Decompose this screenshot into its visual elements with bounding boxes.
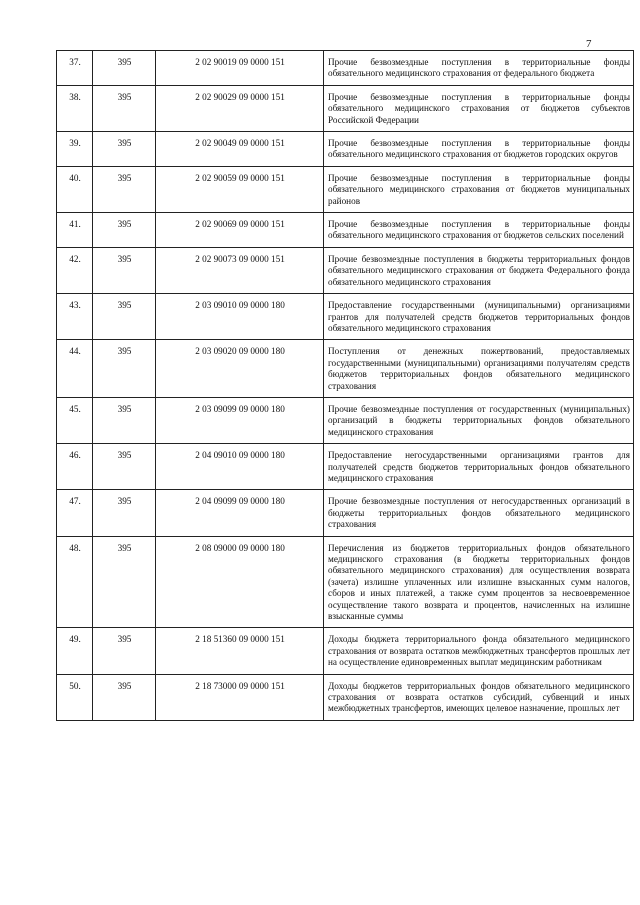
row-number: 46. (57, 444, 93, 490)
budget-classification-code: 2 08 09000 09 0000 180 (156, 536, 324, 628)
table-row (57, 294, 634, 340)
admin-code: 395 (93, 85, 156, 131)
income-description: Прочие безвозмездные поступления от негосударственных организаций в бюджеты территориальных фондов обязательного медицинского страхования (324, 490, 634, 536)
income-description: Предоставление государственными (муниципальными) организациями грантов для получателей средств бюджетов территориальных фондов обязательного медицинского страхования (324, 294, 634, 340)
table-row (57, 247, 634, 293)
budget-classification-code: 2 02 90059 09 0000 151 (156, 166, 324, 212)
budget-classification-code: 2 02 90049 09 0000 151 (156, 132, 324, 167)
admin-code: 395 (93, 628, 156, 674)
budget-classification-code: 2 18 51360 09 0000 151 (156, 628, 324, 674)
budget-classification-code: 2 03 09020 09 0000 180 (156, 340, 324, 398)
admin-code: 395 (93, 247, 156, 293)
admin-code: 395 (93, 294, 156, 340)
income-description: Прочие безвозмездные поступления в территориальные фонды обязательного медицинского страхования от бюджетов субъектов Российской Федерации (324, 85, 634, 131)
budget-classification-code: 2 02 90073 09 0000 151 (156, 247, 324, 293)
table-row (57, 166, 634, 212)
budget-classification-code: 2 02 90069 09 0000 151 (156, 213, 324, 248)
budget-classification-code: 2 02 90019 09 0000 151 (156, 51, 324, 86)
admin-code: 395 (93, 340, 156, 398)
budget-classification-code: 2 02 90029 09 0000 151 (156, 85, 324, 131)
admin-code: 395 (93, 536, 156, 628)
income-description: Доходы бюджетов территориальных фондов обязательного медицинского страхования от возврата остатков субсидий, субвенций и иных межбюджетных трансфертов, имеющих целевое назначение, прошлых лет (324, 674, 634, 720)
income-description: Поступления от денежных пожертвований, предоставляемых государственными (муниципальными) организациями получателям средств бюджетов территориальных фондов обязательного медицинского страхования (324, 340, 634, 398)
admin-code: 395 (93, 213, 156, 248)
row-number: 44. (57, 340, 93, 398)
admin-code: 395 (93, 674, 156, 720)
table-body (57, 51, 634, 721)
table-row (57, 213, 634, 248)
budget-classification-code: 2 04 09010 09 0000 180 (156, 444, 324, 490)
income-description: Перечисления из бюджетов территориальных фондов обязательного медицинского страхования (в бюджеты территориальных фондов обязательного медицинского страхования) для осуществления возврата (зачета) излишне уплаченных или излишне взысканных сумм налогов, сборов и иных платежей, а также сумм процентов за несвоевременное осуществление такого возврата и процентов, начисленных на излишне взысканные суммы (324, 536, 634, 628)
table-row (57, 397, 634, 443)
table-row (57, 340, 634, 398)
row-number: 37. (57, 51, 93, 86)
admin-code: 395 (93, 132, 156, 167)
row-number: 39. (57, 132, 93, 167)
row-number: 43. (57, 294, 93, 340)
row-number: 48. (57, 536, 93, 628)
row-number: 47. (57, 490, 93, 536)
income-description: Прочие безвозмездные поступления в территориальные фонды обязательного медицинского страхования от бюджетов муниципальных районов (324, 166, 634, 212)
income-description: Прочие безвозмездные поступления в территориальные фонды обязательного медицинского страхования от федерального бюджета (324, 51, 634, 86)
table-row (57, 628, 634, 674)
income-description: Прочие безвозмездные поступления в бюджеты территориальных фондов обязательного медицинского страхования от бюджета Федерального фонда обязательного медицинского страхования (324, 247, 634, 293)
admin-code: 395 (93, 166, 156, 212)
table-row (57, 132, 634, 167)
admin-code: 395 (93, 490, 156, 536)
income-description: Предоставление негосударственными организациями грантов для получателей средств бюджетов территориальных фондов обязательного медицинского страхования (324, 444, 634, 490)
budget-classification-code: 2 03 09099 09 0000 180 (156, 397, 324, 443)
table-row (57, 444, 634, 490)
income-description: Прочие безвозмездные поступления в территориальные фонды обязательного медицинского страхования от бюджетов городских округов (324, 132, 634, 167)
row-number: 49. (57, 628, 93, 674)
income-description: Прочие безвозмездные поступления от государственных (муниципальных) организаций в бюджеты территориальных фондов обязательного медицинского страхования (324, 397, 634, 443)
budget-classification-code: 2 03 09010 09 0000 180 (156, 294, 324, 340)
income-description: Прочие безвозмездные поступления в территориальные фонды обязательного медицинского страхования от бюджетов сельских поселений (324, 213, 634, 248)
page-number: 7 (586, 38, 592, 50)
row-number: 42. (57, 247, 93, 293)
row-number: 45. (57, 397, 93, 443)
budget-codes-table (56, 50, 634, 721)
row-number: 50. (57, 674, 93, 720)
table-row (57, 51, 634, 86)
row-number: 41. (57, 213, 93, 248)
budget-classification-code: 2 18 73000 09 0000 151 (156, 674, 324, 720)
budget-classification-code: 2 04 09099 09 0000 180 (156, 490, 324, 536)
row-number: 40. (57, 166, 93, 212)
admin-code: 395 (93, 397, 156, 443)
table-row (57, 490, 634, 536)
admin-code: 395 (93, 444, 156, 490)
row-number: 38. (57, 85, 93, 131)
admin-code: 395 (93, 51, 156, 86)
table-row (57, 674, 634, 720)
income-description: Доходы бюджета территориального фонда обязательного медицинского страхования от возврата остатков межбюджетных трансфертов прошлых лет на осуществление единовременных выплат медицинским работникам (324, 628, 634, 674)
table-row (57, 85, 634, 131)
table-row (57, 536, 634, 628)
